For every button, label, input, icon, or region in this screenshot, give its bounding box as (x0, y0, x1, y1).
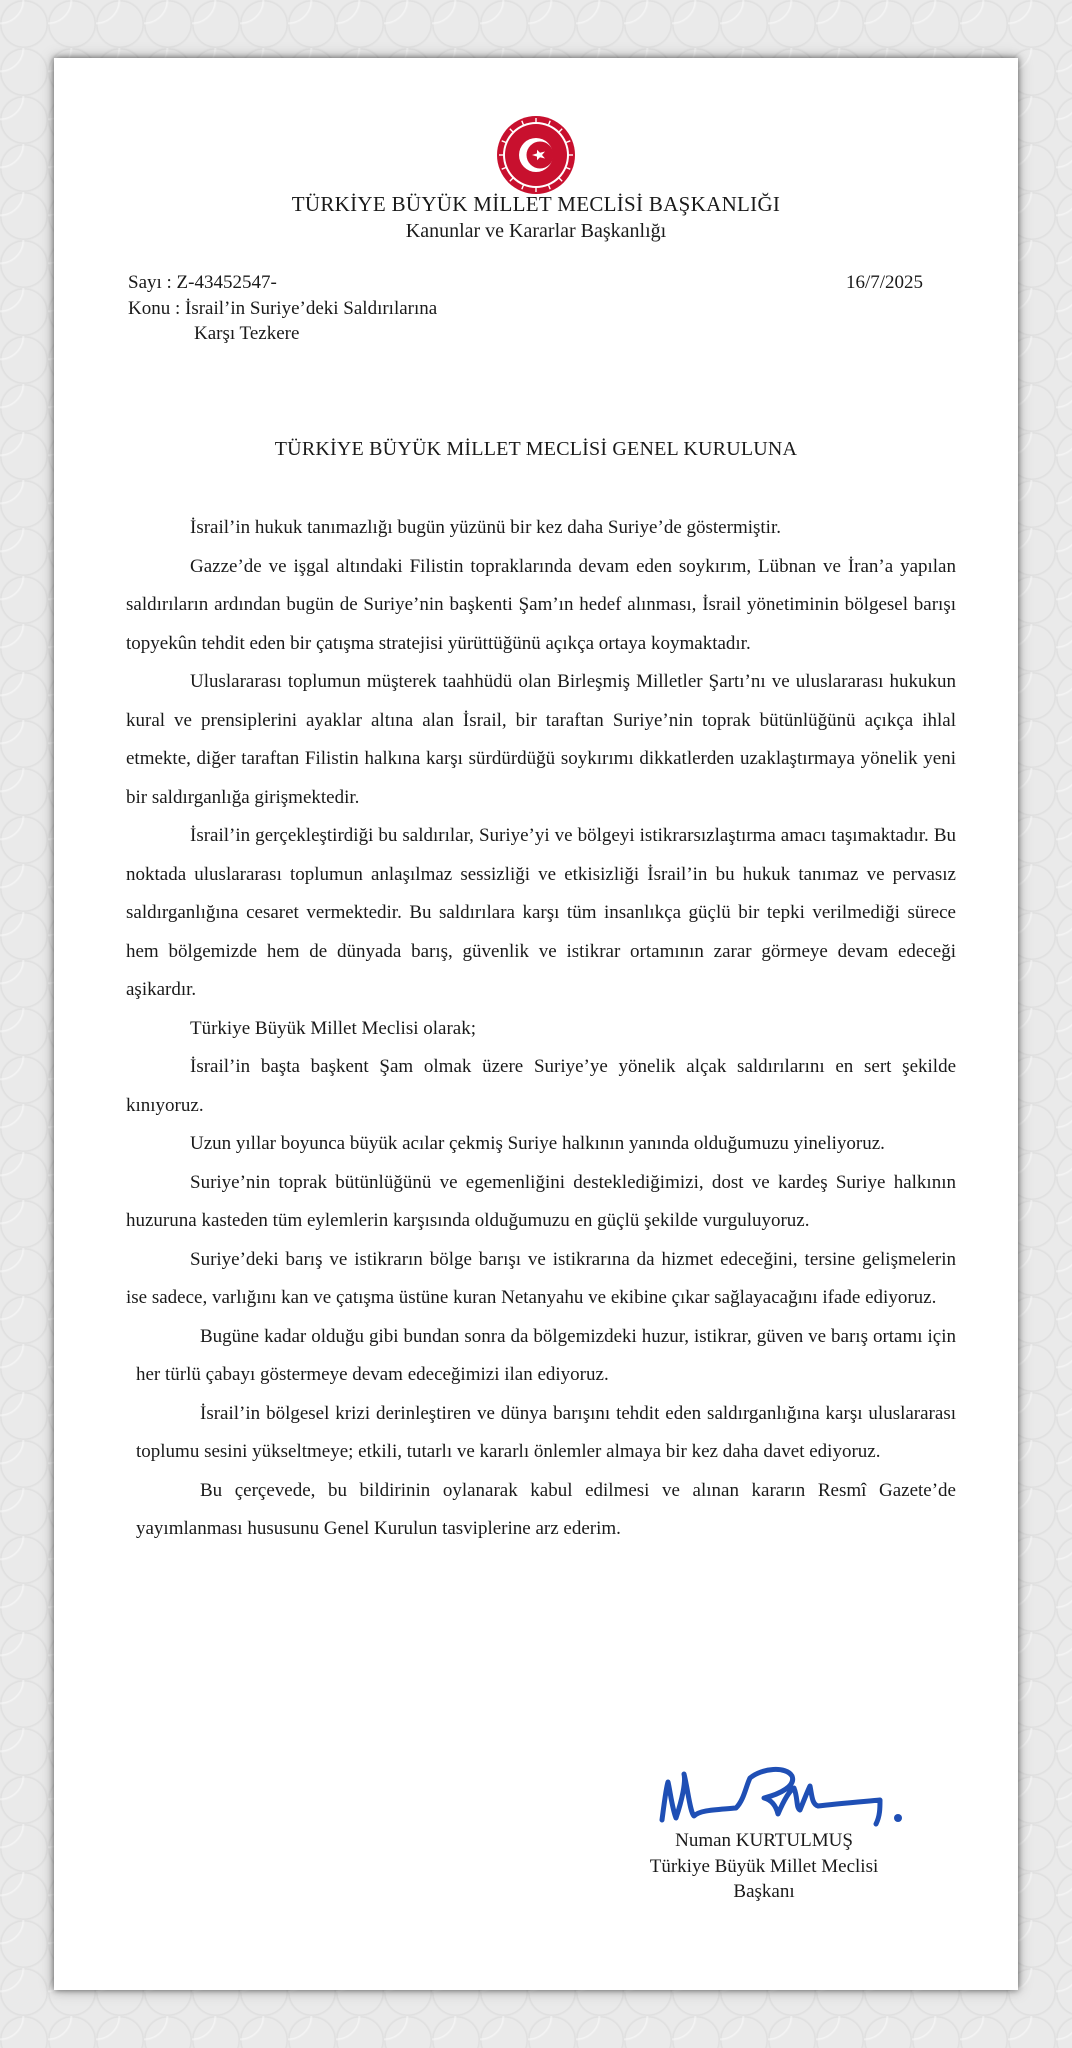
document-page (54, 58, 1018, 1990)
body-paragraph: Suriye’deki barış ve istikrarın bölge barışı ve istikrarına da hizmet edeceğini, tersine gelişmelerin ise sadece, varlığını kan ve çatışma üstüne kuran Netanyahu ve ekibine çıkar sağlayacağını ifade ediyoruz. (126, 1248, 956, 1308)
addressee-heading: TÜRKİYE BÜYÜK MİLLET MECLİSİ GENEL KURULUNA (274, 438, 798, 460)
body-paragraph: İsrail’in gerçekleştirdiği bu saldırılar, Suriye’yi ve bölgeyi istikrarsızlaştırma amacı taşımaktadır. Bu noktada uluslararası toplumun anlaşılmaz sessizliği ve etkisizliği İsrail’in bu hukuk tanımaz ve pervasız saldırganlığına cesaret vermektedir. Bu saldırılara karşı tüm insanlıkça güçlü bir tepki verilmediği sürece hem bölgemizde hem de dünyada barış, güvenlik ve istikrar ortamının zarar görmeye devam edeceği aşikardır. (126, 825, 956, 1000)
document-date: 16/7/2025 (846, 272, 924, 293)
body-paragraph: İsrail’in başta başkent Şam olmak üzere Suriye’ye yönelik alçak saldırılarını en sert şekilde kınıyoruz. (126, 1056, 956, 1116)
institution-title: TÜRKİYE BÜYÜK MİLLET MECLİSİ BAŞKANLIĞI (291, 192, 781, 216)
subject-line-2: Karşı Tezkere (194, 323, 300, 344)
body-paragraph: Suriye’nin toprak bütünlüğünü ve egemenliğini desteklediğimizi, dost ve kardeş Suriye halkının huzuruna kasteden tüm eylemlerin karşısında olduğumuzu en güçlü şekilde vurguluyoruz. (126, 1171, 956, 1231)
document-body (126, 509, 956, 1549)
body-paragraph: Bu çerçevede, bu bildirinin oylanarak kabul edilmesi ve alınan kararın Resmî Gazete’de yayımlanması hususunu Genel Kurulun tasviplerine arz ederim. (136, 1479, 956, 1539)
signer-title-line-2: Başkanı (733, 1881, 795, 1902)
body-paragraph: Bugüne kadar olduğu gibi bundan sonra da bölgemizdeki huzur, istikrar, güven ve barış ortamı için her türlü çabayı göstermeye devam edeceğimizi ilan ediyoruz. (136, 1325, 956, 1385)
body-paragraph: Uzun yıllar boyunca büyük acılar çekmiş Suriye halkının yanında olduğumuzu yineliyoruz. (190, 1133, 885, 1154)
body-paragraph: Gazze’de ve işgal altındaki Filistin topraklarında devam eden soykırım, Lübnan ve İran’a yapılan saldırıların ardından bugün de Suriye’nin başkenti Şam’ın hedef alınması, İsrail yönetiminin bölgesel barışı topyekûn tehdit eden bir çatışma stratejisi yürüttüğünü açıkça ortaya koymaktadır. (126, 555, 956, 654)
body-paragraph: Türkiye Büyük Millet Meclisi olarak; (190, 1017, 477, 1039)
department-title: Kanunlar ve Kararlar Başkanlığı (405, 220, 667, 242)
subject-line-1: Konu : İsrail’in Suriye’deki Saldırılarına (128, 298, 438, 319)
body-paragraph: İsrail’in bölgesel krizi derinleştiren ve dünya barışını tehdit eden saldırganlığına karşı uluslararası toplumu sesini yükseltmeye; etkili, tutarlı ve kararlı önlemler almaya bir kez daha davet ediyoruz. (136, 1402, 956, 1462)
signer-name: Numan KURTULMUŞ (675, 1830, 853, 1851)
body-paragraph: Uluslararası toplumun müşterek taahhüdü olan Birleşmiş Milletler Şartı’nı ve uluslararası hukukun kural ve prensiplerini ayaklar altına alan İsrail, bir taraftan Suriye’nin toprak bütünlüğünü açıkça ihlal etmekte, diğer taraftan Filistin halkına karşı sürdürdüğü soykırımı dikkatlerden uzaklaştırmaya yönelik yeni bir saldırganlığa girişmektedir. (126, 671, 956, 808)
handwritten-signature (654, 1760, 924, 1830)
reference-number: Sayı : Z-43452547- (128, 272, 277, 293)
signer-title-line-1: Türkiye Büyük Millet Meclisi (649, 1856, 879, 1877)
tbmm-emblem-icon (495, 114, 577, 196)
body-paragraph: İsrail’in hukuk tanımazlığı bugün yüzünü bir kez daha Suriye’de göstermiştir. (190, 517, 781, 538)
